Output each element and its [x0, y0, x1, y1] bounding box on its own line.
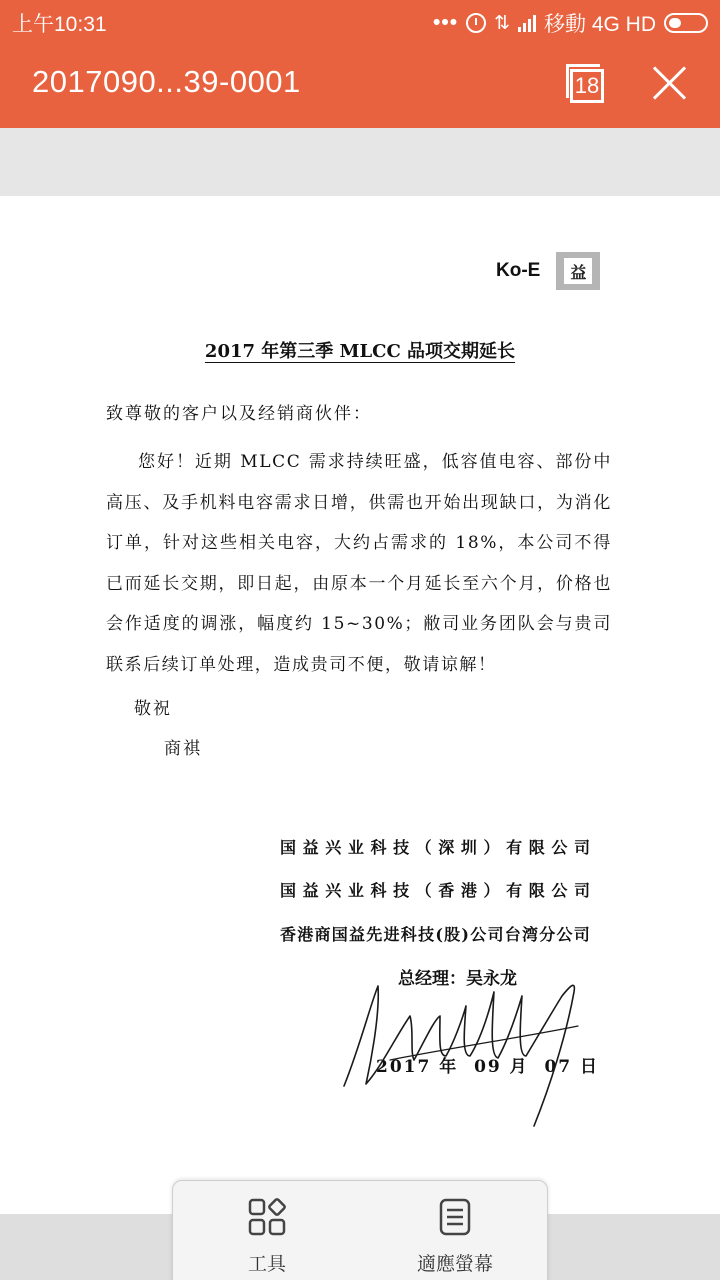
status-time: 上午10:31 [12, 13, 107, 36]
top-app-bar [0, 0, 720, 128]
closing-wishes: 商祺 [164, 739, 202, 759]
page-count: 18 [570, 69, 604, 103]
close-button[interactable] [652, 65, 688, 101]
status-bar [0, 0, 720, 40]
network-label: 移動 4G HD [543, 13, 656, 36]
letter-body: 您好！近期 MLCC 需求持续旺盛，低容值电容、部份中高压、及手机料电容需求日增，供需也开始出现缺口，为消化订单，针对这些相关电容，大约占需求的 18%，本公司不得已而延长交期，即日起，由原本一个月延长至六个月，价格也会作适度的调涨，幅度约 15~30%；敝司业务团队会与贵司联系后续订单处理，造成贵司不便，敬请谅解！ [106, 452, 612, 675]
tools-label: 工具 [247, 1253, 286, 1275]
notification-dots: ••• [433, 11, 459, 34]
company-name-taiwan: 香港商国益先进科技(股)公司台湾分公司 [280, 925, 590, 944]
alarm-icon [466, 13, 486, 33]
letter-date: 2017 年 09 月 07 日 [376, 1057, 600, 1077]
data-arrows-icon: ⇅ [494, 12, 510, 34]
handwritten-signature [330, 956, 600, 1136]
grid-tools-icon [247, 1197, 287, 1237]
fit-screen-icon [435, 1197, 475, 1237]
tools-button[interactable] [173, 1181, 361, 1280]
letter-heading [0, 337, 720, 363]
status-icons [433, 8, 708, 38]
manager-name: 总经理：吴永龙 [398, 969, 517, 989]
signal-icon [518, 14, 536, 32]
company-name-shenzhen: 国益兴业科技（深圳）有限公司 [280, 838, 590, 857]
bottom-toolbar [172, 1180, 548, 1280]
battery-icon [664, 13, 708, 33]
document-page[interactable] [0, 196, 720, 1216]
fit-screen-button[interactable] [361, 1181, 549, 1280]
pages-button[interactable] [562, 62, 604, 104]
letter-greeting: 致尊敬的客户以及经销商伙伴： [106, 404, 372, 424]
logo-text: Ko-E [496, 260, 541, 281]
document-title: 2017090...39-0001 [32, 64, 301, 99]
logo-mark-char: 益 [564, 258, 592, 284]
document-content [0, 196, 720, 1216]
fit-screen-label: 適應螢幕 [416, 1253, 493, 1275]
logo-mark [556, 252, 600, 290]
letter-heading-text: 2017 年第三季 MLCC 品项交期延长 [204, 341, 516, 362]
closing-regards: 敬祝 [134, 699, 172, 719]
company-name-hongkong: 国益兴业科技（香港）有限公司 [280, 881, 590, 900]
company-logo [496, 252, 600, 290]
